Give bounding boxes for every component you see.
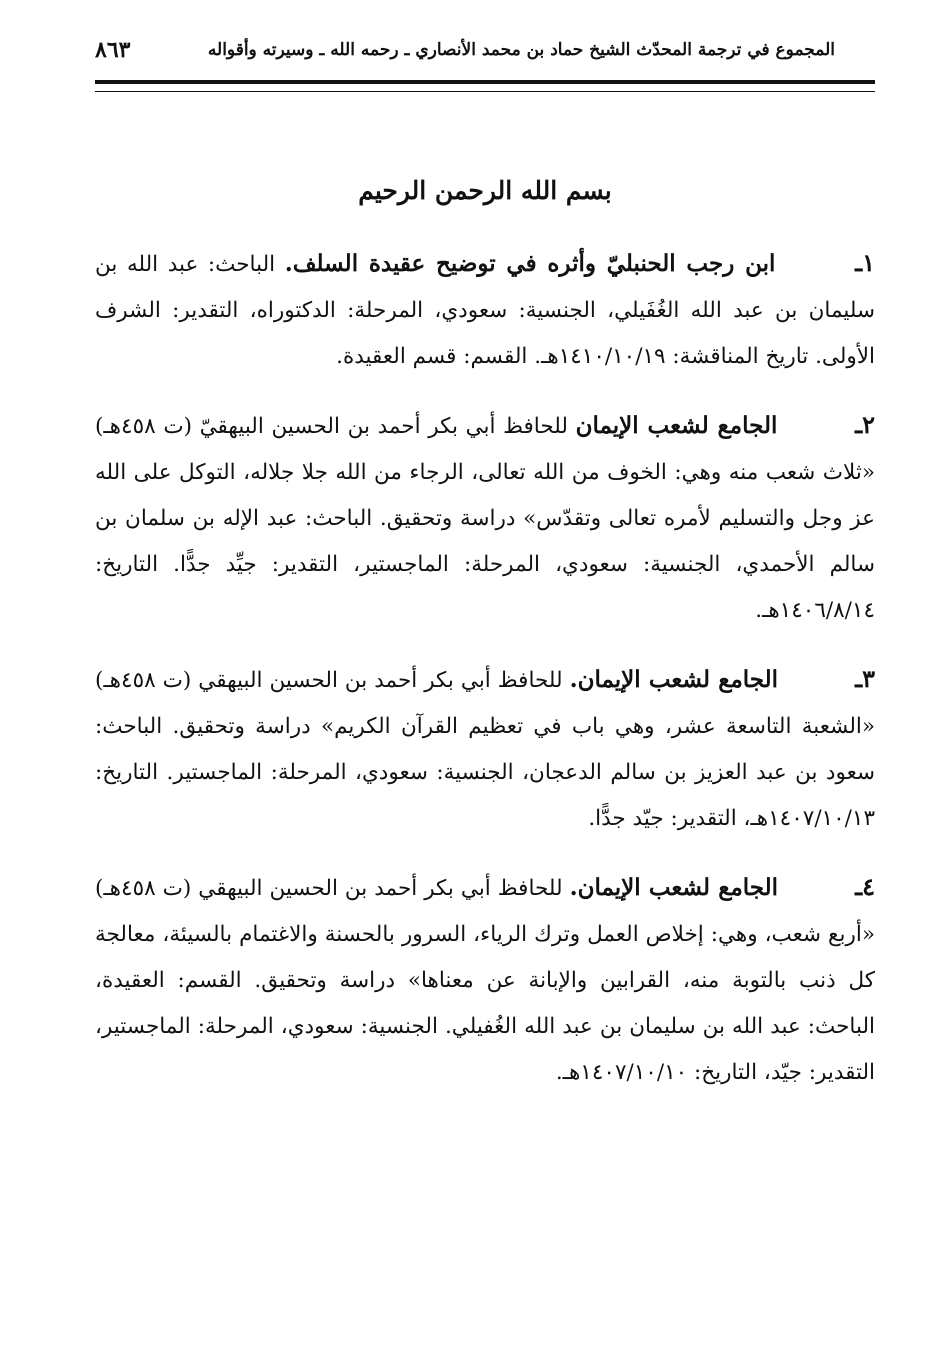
entry-body: للحافظ أبي بكر أحمد بن الحسين البيهقي (ت ٤٥٨هـ) «الشعبة التاسعة عشر، وهي باب في تعظيم القرآن الكريم» دراسة وتحقيق. الباحث: سعود بن عبد العزيز بن سالم الدعجان، الجنسية: سعودي، المرحلة: الماجستير. التاريخ: ١٤٠٧/١٠/١٣هـ، التقدير: جيّد جدًّا.: [95, 668, 875, 831]
entry-body: للحافظ أبي بكر أحمد بن الحسين البيهقيّ (ت ٤٥٨هـ) «ثلاث شعب منه وهي: الخوف من الله تعالى، الرجاء من الله جلا جلاله، التوكل على الله عز وجل والتسليم لأمره تعالى وتقدّس» دراسة وتحقيق. الباحث: عبد الإله بن سلمان بن سالم الأحمدي، الجنسية: سعودي، المرحلة: الماجستير، التقدير: جيِّد جدًّا. التاريخ: ١٤٠٦/٨/١٤هـ.: [95, 414, 875, 623]
entry-number: ١ـ: [855, 248, 876, 277]
basmala-heading: بسم الله الرحمن الرحيم: [358, 176, 612, 205]
page-number: ٨٦٣: [95, 37, 131, 63]
entries-list: [95, 240, 875, 1118]
entry-title: الجامع لشعب الإيمان.: [569, 874, 779, 901]
list-item: [95, 656, 875, 842]
entry-title: ابن رجب الحنبليّ وأثره في توضيح عقيدة السلف.: [284, 250, 776, 277]
list-item: [95, 402, 875, 634]
entry-title: الجامع لشعب الإيمان: [575, 412, 778, 439]
entry-body: الباحث: عبد الله بن سليمان بن عبد الله الغُفَيلي، الجنسية: سعودي، المرحلة: الدكتوراه، التقدير: الشرف الأولى. تاريخ المناقشة: ١٤١٠/١٠/١٩هـ. القسم: قسم العقيدة.: [95, 252, 875, 369]
running-title: المجموع في ترجمة المحدّث الشيخ حماد بن محمد الأنصاري ـ رحمه الله ـ وسيرته وأقواله: [207, 40, 835, 60]
entry-body: للحافظ أبي بكر أحمد بن الحسين البيهقي (ت ٤٥٨هـ) «أربع شعب، وهي: إخلاص العمل وترك الرياء، السرور بالحسنة والاغتمام بالسيئة، معالجة كل ذنب بالتوبة منه، القرابين والإبانة عن معناها» دراسة وتحقيق. القسم: العقيدة، الباحث: عبد الله بن سليمان بن عبد الله الغُفيلي. الجنسية: سعودي، المرحلة: الماجستير، التقدير: جيّد، التاريخ: ١٤٠٧/١٠/١٠هـ.: [95, 876, 875, 1085]
running-header: [95, 30, 835, 70]
entry-number: ٢ـ: [855, 410, 875, 439]
header-rule-thick: [95, 80, 875, 84]
list-item: [95, 864, 875, 1096]
entry-number: ٣ـ: [855, 664, 876, 693]
list-item: [95, 240, 875, 380]
entry-title: الجامع لشعب الإيمان.: [569, 666, 779, 693]
header-rule-thin: [95, 91, 875, 92]
entry-number: ٤ـ: [855, 872, 876, 901]
